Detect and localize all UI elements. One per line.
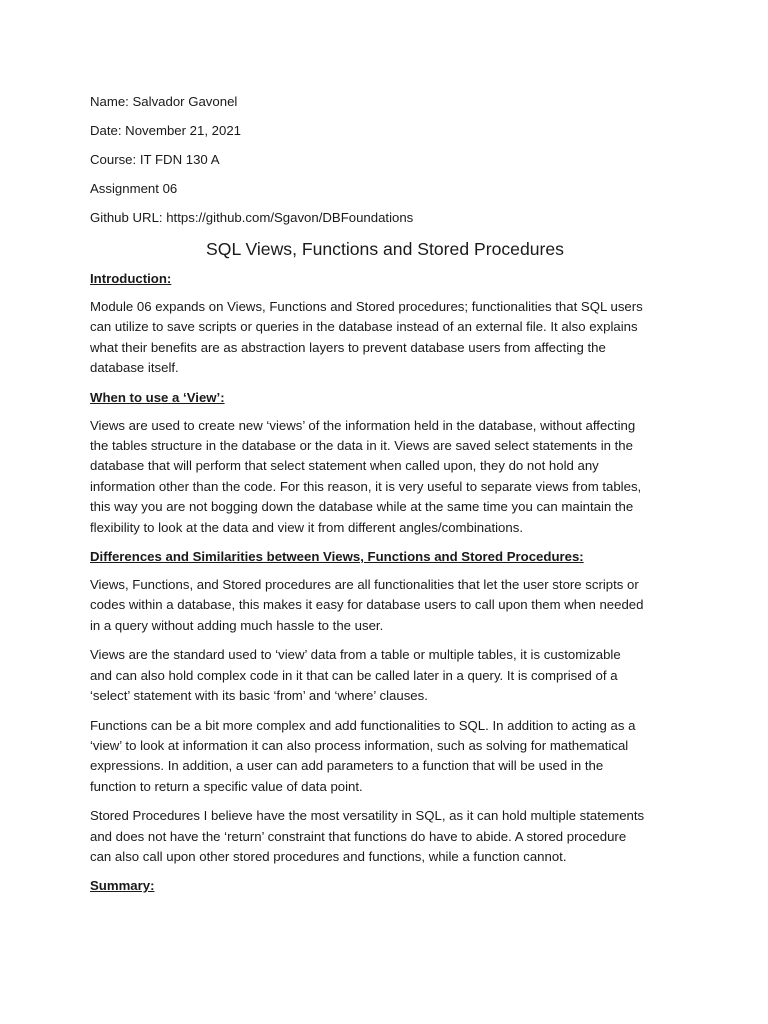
section-heading-summary: Summary: xyxy=(90,878,155,894)
section-heading-differences: Differences and Similarities between Views, Functions and Stored Procedures: xyxy=(90,549,584,565)
paragraph-line: database that will perform that select statement when called upon, they do not hold any xyxy=(90,458,599,474)
paragraph xyxy=(90,416,680,538)
author-name: Name: Salvador Gavonel xyxy=(90,94,238,109)
paragraph-line: codes within a database, this makes it easy for database users to call upon them when needed xyxy=(90,597,644,613)
paragraph-line: Functions can be a bit more complex and add functionalities to SQL. In addition to acting as a xyxy=(90,717,636,733)
course-name: Course: IT FDN 130 A xyxy=(90,152,220,167)
paragraph-line: function to return a specific value of data point. xyxy=(90,778,363,794)
assignment-number: Assignment 06 xyxy=(90,181,178,196)
paragraph xyxy=(90,806,680,867)
paragraph-line: ‘view’ to look at information it can also process information, such as solving for mathematical xyxy=(90,737,629,753)
paragraph-line: the tables structure in the database or the data in it. Views are saved select statements in the xyxy=(90,438,633,454)
paragraph-line: ‘select’ statement with its basic ‘from’ and ‘where’ clauses. xyxy=(90,688,428,704)
paragraph-line: Views are the standard used to ‘view’ data from a table or multiple tables, it is customizable xyxy=(90,647,621,663)
paragraph-line: and can also hold complex code in it that can be called later in a query. It is comprised of a xyxy=(90,667,618,683)
document-title: SQL Views, Functions and Stored Procedures xyxy=(206,239,564,259)
paragraph-line: Stored Procedures I believe have the most versatility in SQL, as it can hold multiple statements xyxy=(90,808,645,824)
paragraph-line: Views, Functions, and Stored procedures are all functionalities that let the user store scripts or xyxy=(90,577,639,593)
paragraph-line: in a query without adding much hassle to the user. xyxy=(90,617,384,633)
paragraph-line: Module 06 expands on Views, Functions and Stored procedures; functionalities that SQL users xyxy=(90,299,643,314)
paragraph-line: flexibility to look at the data and view it from different angles/combinations. xyxy=(90,519,523,535)
paragraph-line: information other than the code. For this reason, it is very useful to separate views from tables, xyxy=(90,478,642,494)
paragraph xyxy=(90,716,680,798)
paragraph-line: this way you are not bogging down the database while at the same time you can maintain the xyxy=(90,499,634,515)
paragraph-line: database itself. xyxy=(90,360,179,376)
paragraph xyxy=(90,297,680,379)
paragraph-line: can also call upon other stored procedures and functions, while a function cannot. xyxy=(90,848,567,864)
paragraph-line: what their benefits are as abstraction layers to prevent database users from affecting the xyxy=(90,339,606,355)
paragraph-line: and does not have the ‘return’ constraint that functions do have to abide. A stored procedure xyxy=(90,828,627,844)
paragraph xyxy=(90,575,680,636)
paragraph xyxy=(90,645,680,706)
paragraph-line: can utilize to save scripts or queries in the database instead of an external file. It also explains xyxy=(90,319,638,335)
section-heading-when-to-use-view: When to use a ‘View’: xyxy=(90,389,225,405)
section-heading-introduction: Introduction: xyxy=(90,271,172,286)
paragraph-line: Views are used to create new ‘views’ of the information held in the database, without affecting xyxy=(90,417,636,433)
document-date: Date: November 21, 2021 xyxy=(90,123,242,138)
document-body xyxy=(90,92,680,904)
paragraph-line: expressions. In addition, a user can add parameters to a function that will be used in the xyxy=(90,758,604,774)
github-url: Github URL: https://github.com/Sgavon/DBFoundations xyxy=(90,210,414,225)
